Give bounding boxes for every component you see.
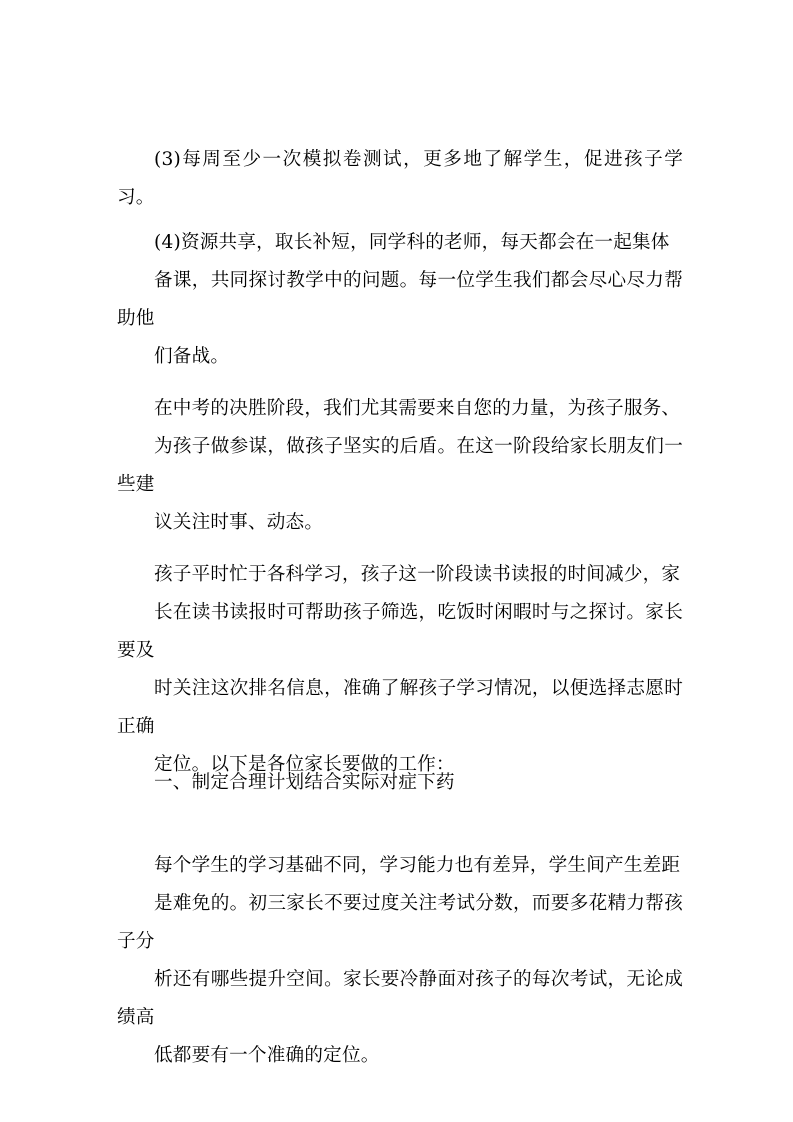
paragraph-line: 们备战。 [154, 346, 230, 367]
paragraph-line: (3)每周至少一次模拟卷测试，更多地了解学生，促进孩子学习。 [117, 149, 683, 208]
paragraph-line: 时关注这次排名信息，准确了解孩子学习情况，以便选择志愿时正确 [117, 678, 683, 737]
paragraph-line: 长在读书读报时可帮助孩子筛选，吃饭时闲暇时与之探讨。家长要及 [117, 602, 683, 661]
paragraph-line: 是难免的。初三家长不要过度关注考试分数，而要多花精力帮孩子分 [117, 893, 683, 952]
paragraph-parents-reading [117, 556, 683, 784]
paragraph-final-stage [117, 390, 683, 542]
paragraph-line: 定位。以下是各位家长要做的工作： [154, 754, 455, 775]
paragraph-line: 孩子平时忙于各科学习，孩子这一阶段读书读报的时间减少，家 [154, 564, 681, 585]
paragraph-line: 议关注时事、动态。 [154, 512, 324, 533]
paragraph-line: 为孩子做参谋，做孩子坚实的后盾。在这一阶段给家长朋友们一些建 [117, 436, 683, 495]
paragraph-line: 低都要有一个准确的定位。 [154, 1045, 380, 1066]
heading-line: 一、制定合理计划结合实际对症下药 [154, 772, 455, 793]
paragraph-3-weekly-mock-test [117, 141, 683, 217]
section-heading-plan [117, 764, 683, 802]
paragraph-line: 备课，共同探讨教学中的问题。每一位学生我们都会尽心尽力帮助他 [117, 270, 683, 329]
paragraph-4-resource-sharing [117, 224, 683, 376]
paragraph-line: (4)资源共享，取长补短，同学科的老师，每天都会在一起集体 [154, 232, 670, 253]
paragraph-line: 析还有哪些提升空间。家长要冷静面对孩子的每次考试，无论成绩高 [117, 969, 683, 1028]
paragraph-learning-differences [117, 847, 683, 1075]
paragraph-line: 每个学生的学习基础不同，学习能力也有差异，学生间产生差距 [154, 855, 681, 876]
paragraph-line: 在中考的决胜阶段，我们尤其需要来自您的力量，为孩子服务、 [154, 398, 681, 419]
